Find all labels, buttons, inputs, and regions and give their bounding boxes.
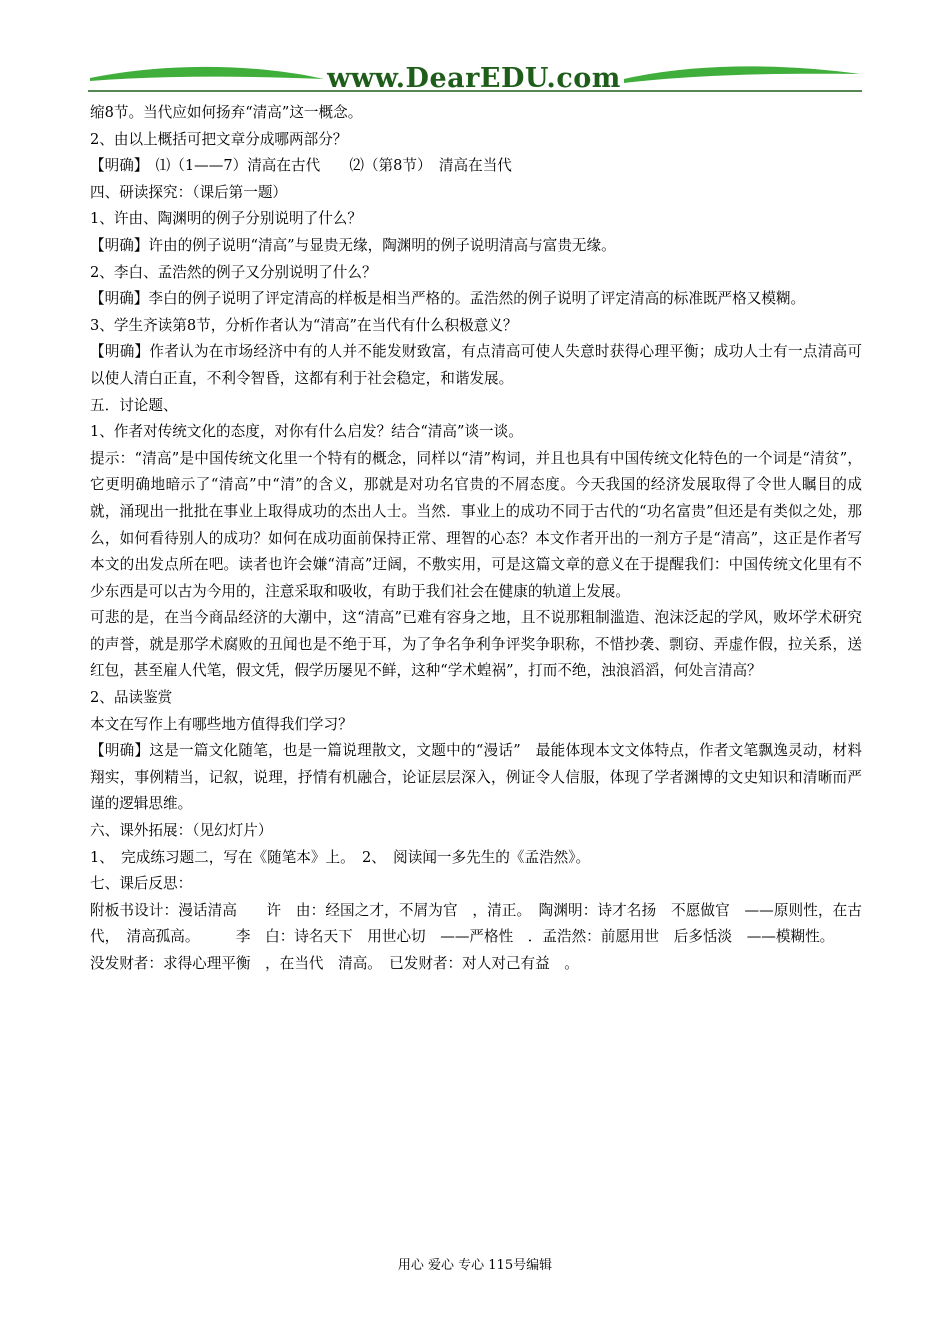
document-body <box>90 100 862 978</box>
body-line: 2、由以上概括可把文章分成哪两部分？ <box>90 130 348 148</box>
body-line: 1、许由、陶渊明的例子分别说明了什么？ <box>90 210 362 228</box>
body-line: 3、学生齐读第8节，分析作者认为“清高”在当代有什么积极意义？ <box>90 316 518 334</box>
body-paragraph: 提示：“清高”是中国传统文化里一个特有的概念，同样以“清”构词，并且也具有中国传统文化特色的一个词是“清贫”，它更明确地暗示了“清高”中“清”的含义，那就是对功名官贵的不屑态度。今天我国的经济发展取得了令世人瞩目的成就，涌现出一批批在事业上取得成功的杰出人士。当然．事业上的成功不同于古代的“功名富贵”但还是有类似之处，那么，如何看待别人的成功？如何在成功面前保持正常、理智的心态？本文作者开出的一剂方子是“清高”，这正是作者写本文的出发点所在吧。读者也许会嫌“清高”迂阔，不敷实用，可是这篇文章的意义在于提醒我们：中国传统文化里有不少东西是可以古为今用的，注意采取和吸收，有助于我们社会在健康的轨道上发展。 <box>90 449 862 600</box>
body-line: 缩8节。当代应如何扬弃“清高”这一概念。 <box>90 104 363 121</box>
body-paragraph: 【明确】作者认为在市场经济中有的人并不能发财致富，有点清高可使人失意时获得心理平衡；成功人士有一点清高可以使人清白正直，不利令智昏，这都有利于社会稳定，和谐发展。 <box>90 343 862 387</box>
site-header-banner <box>88 60 862 98</box>
dearedu-logo <box>88 60 862 98</box>
body-line: 1、 完成练习题二，写在《随笔本》上。 2、 阅读闻一多先生的《孟浩然》。 <box>90 848 591 866</box>
left-swoosh-icon <box>90 67 324 81</box>
section-heading: 六、课外拓展：（见幻灯片） <box>90 822 273 840</box>
body-line: 【明确】 ⑴（1——7）清高在古代 ⑵（第8节） 清高在当代 <box>90 157 512 175</box>
logo-text: www.DearEDU.com <box>327 63 621 94</box>
body-line: 【明确】许由的例子说明“清高”与显贵无缘，陶渊明的例子说明清高与富贵无缘。 <box>90 236 616 254</box>
body-paragraph: 【明确】这是一篇文化随笔，也是一篇说理散文，文题中的“漫话” 最能体现本文文体特点，作者文笔飘逸灵动，材料翔实，事例精当，记叙，说理，抒情有机融合，论证层层深入，例证令人信服，体现了学者渊博的文史知识和清晰而严谨的逻辑思维。 <box>90 742 862 813</box>
body-line: 本文在写作上有哪些地方值得我们学习？ <box>90 715 353 733</box>
body-paragraph: 可悲的是，在当今商品经济的大潮中，这“清高”已难有容身之地，且不说那粗制滥造、泡沫泛起的学风，败坏学术研究的声誉，就是那学术腐败的丑闻也是不绝于耳，为了争名争利争评奖争职称，不惜抄袭、剽窃、弄虚作假，拉关系，送红包，甚至雇人代笔，假文凭，假学历屡见不鲜，这种“学术蝗祸”，打而不绝，浊浪滔滔，何处言清高？ <box>90 609 862 680</box>
section-heading: 七、课后反思： <box>90 875 193 893</box>
body-line: 2、李白、孟浩然的例子又分别说明了什么？ <box>90 263 377 281</box>
right-swoosh-icon <box>624 66 860 83</box>
body-line: 2、品读鉴赏 <box>90 689 173 707</box>
body-paragraph: 附板书设计：漫话清高 许 由：经国之才，不屑为官 ，清正。 陶渊明：诗才名扬 不愿做官 ——原则性，在古代， 清高孤高。 李 白：诗名天下 用世心切 ——严格性 ．孟浩然：前愿用世 后多恬淡 ——模糊性。 <box>90 901 862 946</box>
page-footer: 用心 爱心 专心 115号编辑 <box>397 1258 553 1273</box>
body-line: 没发财者：求得心理平衡 ，在当代 清高。 已发财者：对人对己有益 。 <box>90 955 579 972</box>
body-line: 1、作者对传统文化的态度，对你有什么启发？结合“清高”谈一谈。 <box>90 423 523 441</box>
section-heading: 五．讨论题、 <box>90 396 178 414</box>
body-paragraph: 【明确】李白的例子说明了评定清高的样板是相当严格的。孟浩然的例子说明了评定清高的标准既严格又模糊。 <box>90 290 806 308</box>
section-heading: 四、研读探究：（课后第一题） <box>90 183 288 201</box>
